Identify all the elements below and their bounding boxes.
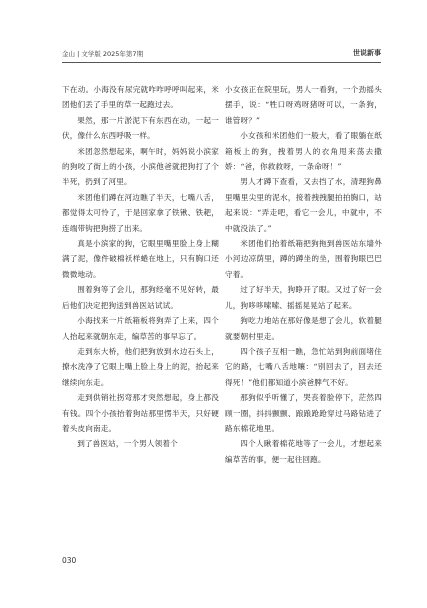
section-title: 世说新事 [353,49,381,57]
paragraph: 走到供销社拐弯那才突然想起，身上都没有钱。四个小孩抬着狗站那里愣半天，只好硬着头皮向南走。 [62,393,219,433]
paragraph: 到了兽医站，一个男人领着个 [77,439,178,449]
paragraph: 四个孩子互相一瞧，急忙站到狗前面堵住它的路，七嘴八舌地嚷：“别回去了，回去还得死！”他们都知道小滨爸脾气不好。 [225,346,382,387]
paragraph: 男人才蹲下查看，又去挡了水，清理狗鼻里嘴里尖里的泥水，接着拽拽腿拍拍胸口，站起来说：“弄走吧，看它一会儿，中就中，不中就没法了。” [225,177,382,233]
right-column [225,82,382,467]
paragraph: 四个人瞅着棉花地等了一会儿，才想起来编草苦的事，便一起往回跑。 [225,439,382,464]
paragraph: 米团忽然想起来，啊午时，妈妈说小滨家的狗咬了街上的小孩，小滨他爸就把狗打了个半死，扔到了河里。 [62,146,219,187]
paragraph: 小女孩正在院里玩，男人一看狗，一个劲摇头摆手，说：“牲口呀鸡呀猪呀可以，一条狗，谁管呀？” [225,85,382,125]
paragraph: 果然，那一片淤泥下有东西在动，一起一伏，像什么东西呼吸一样。 [62,115,219,141]
paragraph: 过了好半天，狗睁开了眼。又过了好一会儿，狗哆哆嗦嗦、摇摇晃晃站了起来。 [225,285,382,310]
paragraph: 小海找来一片纸箱板将狗弄了上来，四个人抬起来就朝东走，编草苦的事早忘了。 [62,316,219,341]
running-header [62,49,381,63]
paragraph: 狗吃力地站在那好像是想了会儿，软着腿就要朝村里走。 [225,316,382,341]
left-column [62,82,219,452]
journal-info: 金山 | 文学版 2025年第7期 [62,50,144,58]
page-number: 030 [62,556,77,565]
paragraph: 下在动。小海没有尿完就咋咋呼呼叫起来，米团他们丢了手里的草一起跑过去。 [62,85,219,110]
paragraph: 米团他们蹲在河边瞧了半天，七嘴八舌，都觉得太可怜了，于是回家拿了铁锹、铁耙，连端带钩把狗捞了出来。 [62,192,219,233]
header-divider [62,62,381,63]
paragraph: 那狗似乎听懂了，哭丧着脸停下，茫然四顾一圈，抖抖颤颤、踉踉跄跄穿过马路钻进了路东棉花地里。 [225,393,382,433]
paragraph: 真是小滨家的狗，它眼里嘴里脸上身上糊满了泥，像件破棉袄样蜷在地上，只有胸口还微微地动。 [62,239,219,279]
paragraph: 米团他们抬着纸箱把狗拖到兽医站东墙外小河边凉荫里，蹲的蹲坐的坐，围着狗眼巴巴守着。 [225,239,382,279]
paragraph: 围着狗等了会儿，那狗经毫不见好转，最后他们决定把狗送到兽医站试试。 [62,285,219,310]
paragraph: 走到东大桥，他们把狗放到水边石头上，撩水洗净了它眼上嘴上脸上身上的泥，抬起来继续向东走。 [62,346,219,387]
paragraph: 小女孩和米团他们一般大，看了眼躺在纸箱板上的狗，拽着男人的衣角甩来荡去撒娇：“爸，你救救呀，一条命呀！” [225,131,382,172]
